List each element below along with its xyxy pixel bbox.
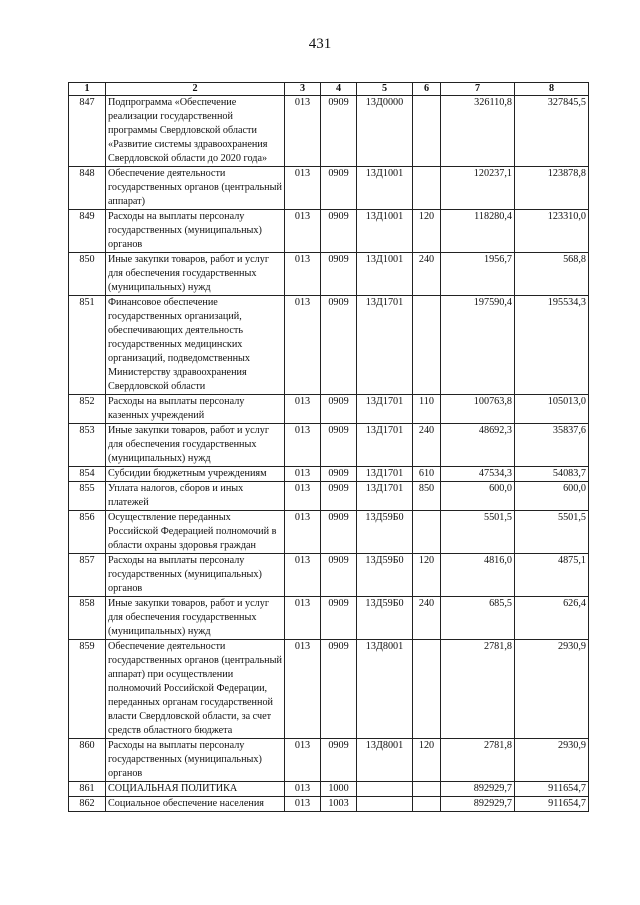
- target-code-cell: [357, 797, 413, 812]
- row-number-cell: 855: [69, 482, 106, 511]
- item-name-cell: Расходы на выплаты персоналу казенных учреждений: [106, 395, 285, 424]
- amount-year1-cell: 47534,3: [441, 467, 515, 482]
- table-row: [69, 554, 589, 597]
- row-number-cell: 859: [69, 640, 106, 739]
- ministry-code-cell: 013: [285, 296, 321, 395]
- ministry-code-cell: 013: [285, 554, 321, 597]
- expense-type-cell: 240: [413, 597, 441, 640]
- item-name-cell: Иные закупки товаров, работ и услуг для обеспечения государственных (муниципальных) нужд: [106, 597, 285, 640]
- table-row: [69, 482, 589, 511]
- ministry-code-cell: 013: [285, 482, 321, 511]
- row-number-cell: 862: [69, 797, 106, 812]
- amount-year1-cell: 1956,7: [441, 253, 515, 296]
- item-name-cell: СОЦИАЛЬНАЯ ПОЛИТИКА: [106, 782, 285, 797]
- expense-type-cell: 110: [413, 395, 441, 424]
- target-code-cell: 13Д0000: [357, 96, 413, 167]
- expense-type-cell: [413, 797, 441, 812]
- amount-year2-cell: 568,8: [515, 253, 589, 296]
- amount-year2-cell: 123310,0: [515, 210, 589, 253]
- table-row: [69, 395, 589, 424]
- column-header: 8: [515, 83, 589, 96]
- item-name-cell: Обеспечение деятельности государственных органов (центральный аппарат): [106, 167, 285, 210]
- item-name-cell: Обеспечение деятельности государственных органов (центральный аппарат) при осуществлении полномочий Российской Федерации, переданных органам государственной власти Свердловской области, за счет средств областного бюджета: [106, 640, 285, 739]
- ministry-code-cell: 013: [285, 782, 321, 797]
- target-code-cell: 13Д1701: [357, 424, 413, 467]
- amount-year1-cell: 120237,1: [441, 167, 515, 210]
- expense-type-cell: 240: [413, 253, 441, 296]
- expense-type-cell: [413, 782, 441, 797]
- amount-year1-cell: 48692,3: [441, 424, 515, 467]
- section-code-cell: 0909: [321, 296, 357, 395]
- amount-year1-cell: 2781,8: [441, 739, 515, 782]
- section-code-cell: 0909: [321, 395, 357, 424]
- item-name-cell: Субсидии бюджетным учреждениям: [106, 467, 285, 482]
- ministry-code-cell: 013: [285, 640, 321, 739]
- table-row: [69, 640, 589, 739]
- section-code-cell: 1000: [321, 782, 357, 797]
- amount-year2-cell: 327845,5: [515, 96, 589, 167]
- table-row: [69, 296, 589, 395]
- expense-type-cell: [413, 96, 441, 167]
- target-code-cell: 13Д1001: [357, 210, 413, 253]
- section-code-cell: 0909: [321, 739, 357, 782]
- table-row: [69, 782, 589, 797]
- row-number-cell: 853: [69, 424, 106, 467]
- amount-year2-cell: 123878,8: [515, 167, 589, 210]
- expense-type-cell: 120: [413, 739, 441, 782]
- target-code-cell: 13Д1001: [357, 253, 413, 296]
- section-code-cell: 0909: [321, 482, 357, 511]
- table-row: [69, 597, 589, 640]
- amount-year1-cell: 4816,0: [441, 554, 515, 597]
- item-name-cell: Осуществление переданных Российской Федерацией полномочий в области охраны здоровья граждан: [106, 511, 285, 554]
- amount-year1-cell: 326110,8: [441, 96, 515, 167]
- target-code-cell: 13Д8001: [357, 739, 413, 782]
- row-number-cell: 860: [69, 739, 106, 782]
- row-number-cell: 857: [69, 554, 106, 597]
- column-header: 3: [285, 83, 321, 96]
- column-header: 6: [413, 83, 441, 96]
- expense-type-cell: 120: [413, 210, 441, 253]
- target-code-cell: 13Д8001: [357, 640, 413, 739]
- expense-type-cell: 850: [413, 482, 441, 511]
- expense-type-cell: 610: [413, 467, 441, 482]
- page-number: 431: [308, 36, 332, 52]
- amount-year2-cell: 195534,3: [515, 296, 589, 395]
- item-name-cell: Уплата налогов, сборов и иных платежей: [106, 482, 285, 511]
- table-body: [69, 96, 589, 812]
- row-number-cell: 850: [69, 253, 106, 296]
- amount-year1-cell: 600,0: [441, 482, 515, 511]
- amount-year2-cell: 2930,9: [515, 739, 589, 782]
- section-code-cell: 0909: [321, 210, 357, 253]
- section-code-cell: 0909: [321, 554, 357, 597]
- column-header: 7: [441, 83, 515, 96]
- row-number-cell: 854: [69, 467, 106, 482]
- amount-year1-cell: 118280,4: [441, 210, 515, 253]
- column-header: 4: [321, 83, 357, 96]
- amount-year2-cell: 911654,7: [515, 782, 589, 797]
- table-row: [69, 210, 589, 253]
- table-row: [69, 253, 589, 296]
- target-code-cell: 13Д59Б0: [357, 554, 413, 597]
- expense-type-cell: 120: [413, 554, 441, 597]
- row-number-cell: 848: [69, 167, 106, 210]
- table-header-row: [69, 83, 589, 96]
- section-code-cell: 0909: [321, 424, 357, 467]
- amount-year1-cell: 2781,8: [441, 640, 515, 739]
- target-code-cell: 13Д1001: [357, 167, 413, 210]
- amount-year2-cell: 626,4: [515, 597, 589, 640]
- ministry-code-cell: 013: [285, 467, 321, 482]
- amount-year1-cell: 197590,4: [441, 296, 515, 395]
- table-row: [69, 467, 589, 482]
- amount-year1-cell: 892929,7: [441, 782, 515, 797]
- row-number-cell: 856: [69, 511, 106, 554]
- section-code-cell: 0909: [321, 511, 357, 554]
- row-number-cell: 847: [69, 96, 106, 167]
- column-header: 1: [69, 83, 106, 96]
- amount-year2-cell: 4875,1: [515, 554, 589, 597]
- amount-year1-cell: 5501,5: [441, 511, 515, 554]
- row-number-cell: 861: [69, 782, 106, 797]
- item-name-cell: Расходы на выплаты персоналу государственных (муниципальных) органов: [106, 554, 285, 597]
- target-code-cell: 13Д1701: [357, 296, 413, 395]
- target-code-cell: 13Д1701: [357, 482, 413, 511]
- row-number-cell: 849: [69, 210, 106, 253]
- section-code-cell: 0909: [321, 640, 357, 739]
- column-header: 5: [357, 83, 413, 96]
- budget-table: [68, 82, 589, 812]
- table-row: [69, 167, 589, 210]
- section-code-cell: 0909: [321, 96, 357, 167]
- ministry-code-cell: 013: [285, 511, 321, 554]
- ministry-code-cell: 013: [285, 597, 321, 640]
- target-code-cell: 13Д59Б0: [357, 511, 413, 554]
- section-code-cell: 0909: [321, 167, 357, 210]
- ministry-code-cell: 013: [285, 253, 321, 296]
- amount-year1-cell: 100763,8: [441, 395, 515, 424]
- ministry-code-cell: 013: [285, 96, 321, 167]
- row-number-cell: 858: [69, 597, 106, 640]
- table-row: [69, 424, 589, 467]
- ministry-code-cell: 013: [285, 395, 321, 424]
- section-code-cell: 1003: [321, 797, 357, 812]
- table-row: [69, 511, 589, 554]
- amount-year2-cell: 105013,0: [515, 395, 589, 424]
- table-row: [69, 797, 589, 812]
- column-header: 2: [106, 83, 285, 96]
- ministry-code-cell: 013: [285, 797, 321, 812]
- item-name-cell: Иные закупки товаров, работ и услуг для обеспечения государственных (муниципальных) нужд: [106, 424, 285, 467]
- expense-type-cell: [413, 296, 441, 395]
- amount-year2-cell: 54083,7: [515, 467, 589, 482]
- item-name-cell: Иные закупки товаров, работ и услуг для обеспечения государственных (муниципальных) нужд: [106, 253, 285, 296]
- amount-year2-cell: 35837,6: [515, 424, 589, 467]
- item-name-cell: Социальное обеспечение населения: [106, 797, 285, 812]
- section-code-cell: 0909: [321, 253, 357, 296]
- item-name-cell: Расходы на выплаты персоналу государственных (муниципальных) органов: [106, 210, 285, 253]
- target-code-cell: 13Д1701: [357, 467, 413, 482]
- expense-type-cell: 240: [413, 424, 441, 467]
- row-number-cell: 852: [69, 395, 106, 424]
- item-name-cell: Финансовое обеспечение государственных организаций, обеспечивающих деятельность государственных медицинских организаций, подведомственных Министерству здравоохранения Свердловской области: [106, 296, 285, 395]
- amount-year2-cell: 2930,9: [515, 640, 589, 739]
- target-code-cell: 13Д59Б0: [357, 597, 413, 640]
- target-code-cell: [357, 782, 413, 797]
- ministry-code-cell: 013: [285, 210, 321, 253]
- amount-year1-cell: 892929,7: [441, 797, 515, 812]
- amount-year2-cell: 911654,7: [515, 797, 589, 812]
- amount-year1-cell: 685,5: [441, 597, 515, 640]
- section-code-cell: 0909: [321, 467, 357, 482]
- target-code-cell: 13Д1701: [357, 395, 413, 424]
- amount-year2-cell: 600,0: [515, 482, 589, 511]
- item-name-cell: Подпрограмма «Обеспечение реализации государственной программы Свердловской области «Развитие системы здравоохранения Свердловской области до 2020 года»: [106, 96, 285, 167]
- expense-type-cell: [413, 640, 441, 739]
- row-number-cell: 851: [69, 296, 106, 395]
- expense-type-cell: [413, 511, 441, 554]
- table-row: [69, 96, 589, 167]
- ministry-code-cell: 013: [285, 424, 321, 467]
- table-row: [69, 739, 589, 782]
- section-code-cell: 0909: [321, 597, 357, 640]
- item-name-cell: Расходы на выплаты персоналу государственных (муниципальных) органов: [106, 739, 285, 782]
- ministry-code-cell: 013: [285, 739, 321, 782]
- amount-year2-cell: 5501,5: [515, 511, 589, 554]
- ministry-code-cell: 013: [285, 167, 321, 210]
- expense-type-cell: [413, 167, 441, 210]
